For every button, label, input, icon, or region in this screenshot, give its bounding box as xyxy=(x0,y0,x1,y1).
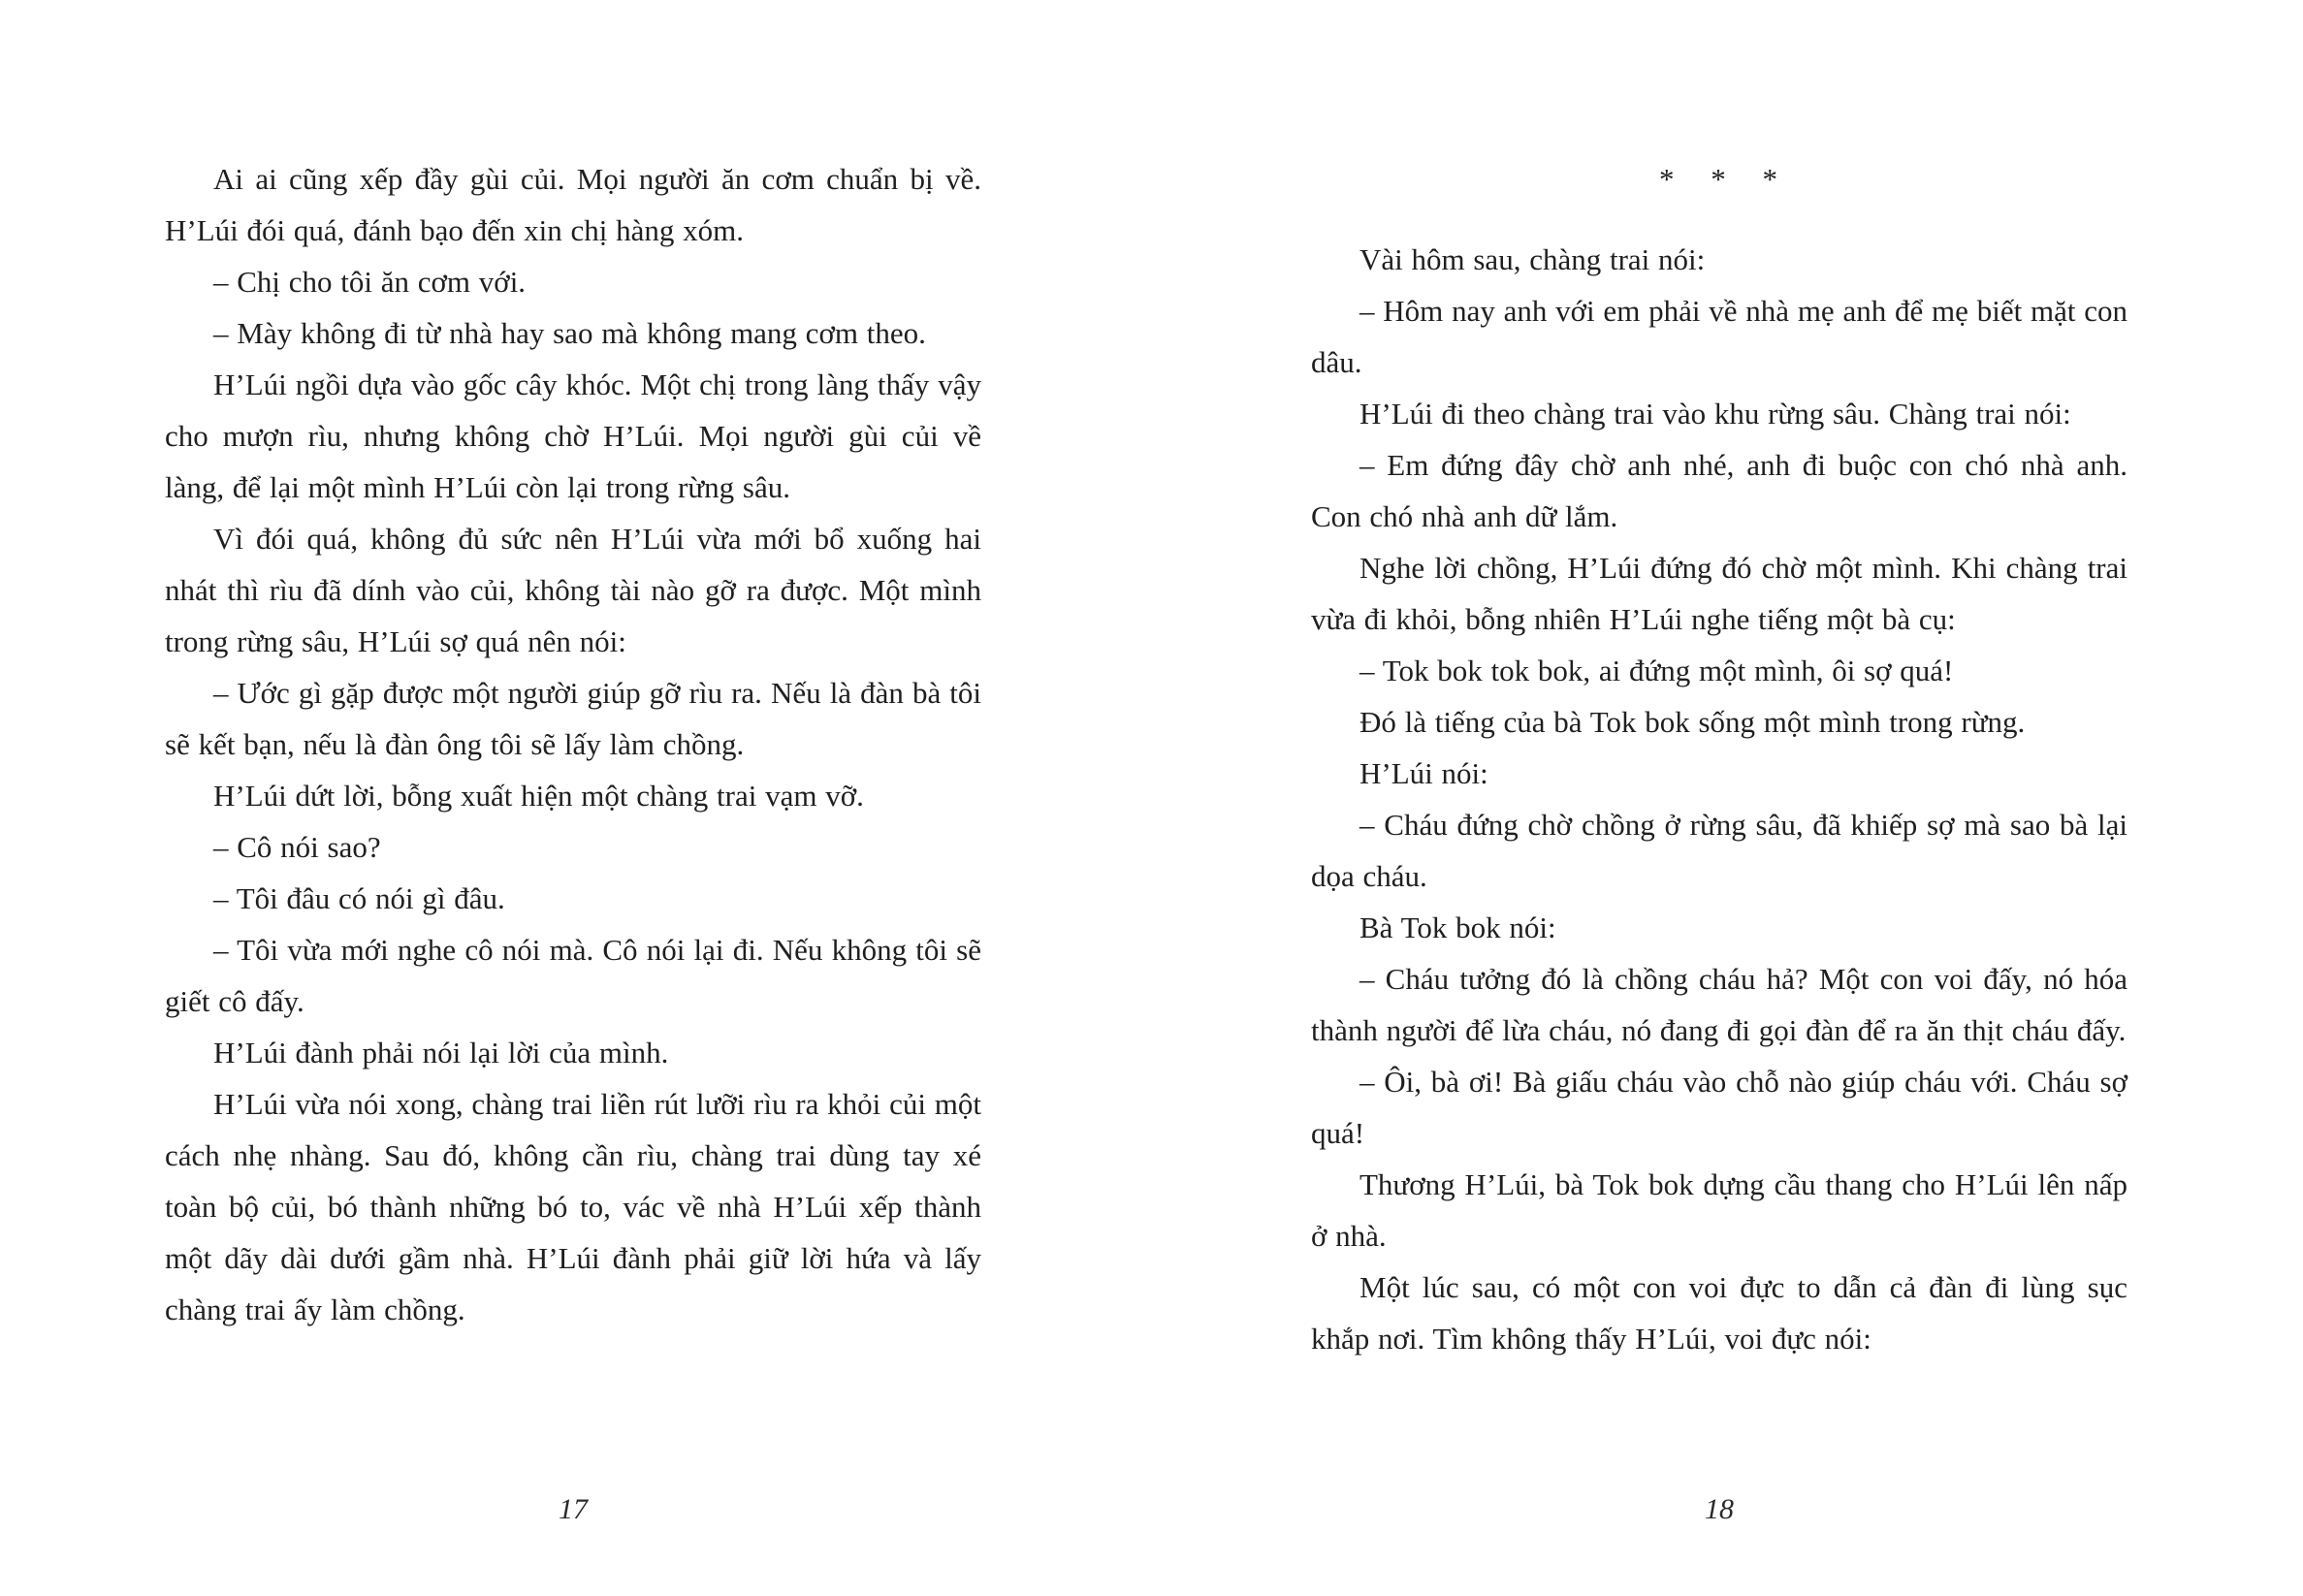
paragraph: – Ôi, bà ơi! Bà giấu cháu vào chỗ nào giúp cháu với. Cháu sợ quá! xyxy=(1311,1065,2127,1150)
paragraph: H’Lúi đành phải nói lại lời của mình. xyxy=(213,1036,669,1069)
paragraph: – Cô nói sao? xyxy=(213,830,381,864)
page-right-text-block xyxy=(1311,153,2127,1364)
paragraph: – Hôm nay anh với em phải về nhà mẹ anh để mẹ biết mặt con dâu. xyxy=(1311,294,2127,379)
paragraph: Bà Tok bok nói: xyxy=(1359,910,1556,944)
page-left-page-number: 17 xyxy=(559,1493,588,1525)
paragraph: Nghe lời chồng, H’Lúi đứng đó chờ một mình. Khi chàng trai vừa đi khỏi, bỗng nhiên H’Lúi nghe tiếng một bà cụ: xyxy=(1311,551,2127,636)
paragraph: – Mày không đi từ nhà hay sao mà không mang cơm theo. xyxy=(213,316,926,350)
paragraph: – Tôi vừa mới nghe cô nói mà. Cô nói lại đi. Nếu không tôi sẽ giết cô đấy. xyxy=(165,933,981,1018)
paragraph: – Cháu đứng chờ chồng ở rừng sâu, đã khiếp sợ mà sao bà lại dọa cháu. xyxy=(1311,808,2127,893)
paragraph: H’Lúi vừa nói xong, chàng trai liền rút lưỡi rìu ra khỏi củi một cách nhẹ nhàng. Sau đó, không cần rìu, chàng trai dùng tay xé toàn bộ củi, bó thành những bó to, vác về nhà H’Lúi xếp thành một dãy dài dưới gầm nhà. H’Lúi đành phải giữ lời hứa và lấy chàng trai ấy làm chồng. xyxy=(165,1087,981,1326)
paragraph: – Tôi đâu có nói gì đâu. xyxy=(213,881,505,915)
page-left-text-block xyxy=(165,153,981,1335)
page-right-page-number: 18 xyxy=(1705,1493,1734,1525)
paragraph: – Em đứng đây chờ anh nhé, anh đi buộc con chó nhà anh. Con chó nhà anh dữ lắm. xyxy=(1311,448,2127,533)
paragraph: – Ước gì gặp được một người giúp gỡ rìu ra. Nếu là đàn bà tôi sẽ kết bạn, nếu là đàn ông tôi sẽ lấy làm chồng. xyxy=(165,676,981,761)
paragraph: Vì đói quá, không đủ sức nên H’Lúi vừa mới bổ xuống hai nhát thì rìu đã dính vào củi, không tài nào gỡ ra được. Một mình trong rừng sâu, H’Lúi sợ quá nên nói: xyxy=(165,522,981,658)
paragraph: – Chị cho tôi ăn cơm với. xyxy=(213,265,527,299)
paragraph: – Tok bok tok bok, ai đứng một mình, ôi sợ quá! xyxy=(1359,654,1954,687)
paragraph: Vài hôm sau, chàng trai nói: xyxy=(1359,242,1706,276)
page-right xyxy=(1311,0,2127,1596)
paragraph: Một lúc sau, có một con voi đực to dẫn cả đàn đi lùng sục khắp nơi. Tìm không thấy H’Lúi, voi đực nói: xyxy=(1311,1270,2127,1356)
section-separator: * * * xyxy=(1659,162,1779,196)
paragraph: H’Lúi dứt lời, bỗng xuất hiện một chàng trai vạm vỡ. xyxy=(213,779,864,813)
paragraph: H’Lúi đi theo chàng trai vào khu rừng sâu. Chàng trai nói: xyxy=(1359,397,2071,431)
paragraph: Ai ai cũng xếp đầy gùi củi. Mọi người ăn cơm chuẩn bị về. H’Lúi đói quá, đánh bạo đến xin chị hàng xóm. xyxy=(165,162,981,247)
paragraph: H’Lúi ngồi dựa vào gốc cây khóc. Một chị trong làng thấy vậy cho mượn rìu, nhưng không chờ H’Lúi. Mọi người gùi củi về làng, để lại một mình H’Lúi còn lại trong rừng sâu. xyxy=(165,367,981,504)
paragraph: – Cháu tưởng đó là chồng cháu hả? Một con voi đấy, nó hóa thành người để lừa cháu, nó đang đi gọi đàn để ra ăn thịt cháu đấy. xyxy=(1311,962,2127,1047)
page-left xyxy=(165,0,981,1596)
paragraph: Thương H’Lúi, bà Tok bok dựng cầu thang cho H’Lúi lên nấp ở nhà. xyxy=(1311,1167,2127,1253)
paragraph: H’Lúi nói: xyxy=(1359,756,1488,790)
paragraph: Đó là tiếng của bà Tok bok sống một mình trong rừng. xyxy=(1359,705,2026,739)
